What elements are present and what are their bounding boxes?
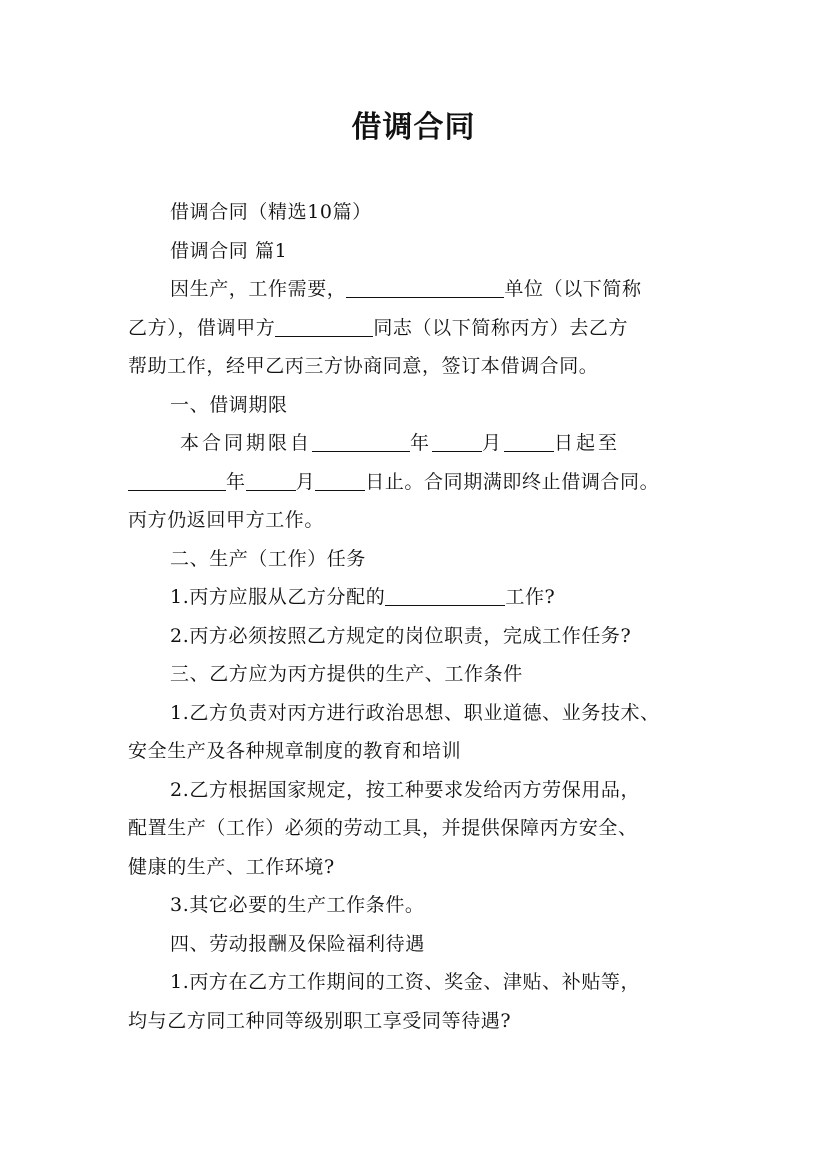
section-1-heading: 一、借调期限: [170, 393, 288, 416]
s3-item2-line-3: 健康的生产、工作环境?: [128, 855, 335, 878]
document-body: [128, 193, 718, 1040]
s4-item1-line-1: 1.丙方在乙方工作期间的工资、奖金、津贴、补贴等，: [170, 971, 641, 993]
section-3-item-1: [128, 694, 718, 771]
comrade-blank[interactable]: [275, 316, 373, 337]
section-4-heading: 四、劳动报酬及保险福利待遇: [170, 932, 425, 955]
term-month-label: 月: [482, 432, 505, 454]
unit-blank[interactable]: [346, 277, 504, 298]
s4-item1-line-2: 均与乙方同工种同等级别职工享受同等待遇?: [128, 1009, 512, 1032]
end-year-blank[interactable]: [128, 470, 226, 491]
term-day-label: 日起至: [554, 432, 621, 454]
term-text-start: 本合同期限自: [180, 432, 313, 454]
s3-item1-line-1: 1.乙方负责对丙方进行政治思想、职业道德、业务技术、: [170, 701, 660, 724]
section-3-item-3: 3.其它必要的生产工作条件。: [170, 894, 425, 916]
term-year-label: 年: [410, 432, 433, 454]
s3-item2-line-2: 配置生产（工作）必须的劳动工具，并提供保障丙方安全、: [128, 817, 638, 839]
document-title: 借调合同: [351, 110, 476, 145]
term-end-year-label: 年: [226, 470, 246, 493]
start-year-blank[interactable]: [312, 431, 410, 452]
intro-text-1: 因生产，工作需要，: [170, 278, 347, 300]
task-text-1: 1.丙方应服从乙方分配的: [170, 586, 386, 608]
intro-line-2: [128, 309, 718, 348]
s3-item2-line-1: 2.乙方根据国家规定，按工种要求发给丙方劳保用品，: [170, 778, 641, 801]
section-3-item-2: [128, 771, 718, 887]
section-2-item-2: 2.丙方必须按照乙方规定的岗位职责，完成工作任务?: [170, 624, 632, 647]
section-3-heading: 三、乙方应为丙方提供的生产、工作条件: [170, 663, 523, 685]
term-end-text: 日止。合同期满即终止借调合同。: [365, 470, 660, 493]
section-1-paragraph: [128, 424, 718, 540]
end-month-blank[interactable]: [246, 470, 296, 491]
term-line-1: [128, 424, 718, 463]
section-heading: 借调合同 篇1: [170, 239, 288, 262]
section-4-item-1: [128, 963, 718, 1040]
task-text-2: 工作?: [505, 586, 556, 608]
start-month-blank[interactable]: [432, 431, 482, 452]
document-subtitle: 借调合同（精选10篇）: [170, 201, 372, 223]
term-end-month-label: 月: [295, 470, 316, 493]
section-2-heading: 二、生产（工作）任务: [170, 547, 367, 570]
intro-text-3: 乙方），借调甲方: [128, 316, 276, 339]
intro-line-3: 帮助工作，经甲乙丙三方协商同意，签订本借调合同。: [128, 355, 599, 377]
task-blank[interactable]: [385, 585, 505, 606]
intro-line-1: [128, 270, 718, 309]
section-2-item-1: [128, 578, 718, 617]
term-line-3: 丙方仍返回甲方工作。: [128, 509, 325, 531]
start-day-blank[interactable]: [504, 431, 554, 452]
end-day-blank[interactable]: [315, 470, 365, 491]
intro-text-4: 同志（以下简称丙方）去乙方: [373, 316, 629, 339]
term-line-2: [128, 463, 718, 502]
s3-item1-line-2: 安全生产及各种规章制度的教育和培训: [128, 740, 462, 762]
intro-paragraph: [128, 270, 718, 386]
intro-text-2: 单位（以下简称: [504, 278, 642, 300]
